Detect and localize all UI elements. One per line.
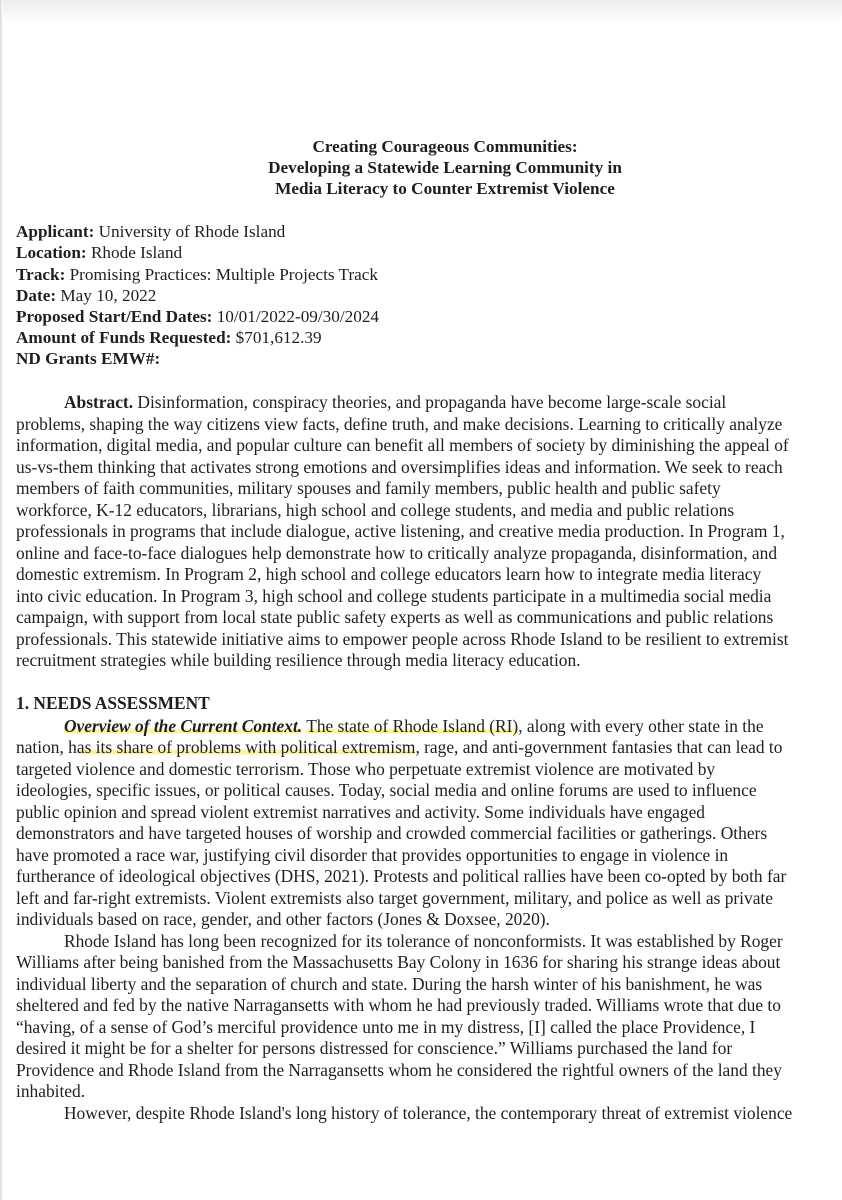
abstract-label: Abstract. (64, 392, 134, 412)
abstract-line: into civic education. In Program 3, high school and college students participate in a multimedia social media (16, 586, 772, 606)
meta-value: May 10, 2022 (56, 286, 157, 305)
meta-label: Proposed Start/End Dates: (16, 307, 213, 326)
paragraph-line: individuals based on race, gender, and other factors (Jones & Doxsee, 2020). (16, 909, 550, 929)
paragraph-line: Williams after being banished from the Massachusetts Bay Colony in 1636 for sharing his strange ideas about (16, 952, 781, 972)
abstract-text: Disinformation, conspiracy theories, and propaganda have become large-scale social (133, 392, 727, 412)
abstract-line: problems, shaping the way citizens view facts, define truth, and make decisions. Learning to critically analyze (16, 414, 783, 434)
abstract-line: information, digital media, and popular culture can benefit all members of society by diminishing the appeal of (16, 435, 789, 455)
meta-grants (16, 348, 160, 369)
meta-track (16, 264, 378, 285)
meta-value: $701,612.39 (231, 328, 322, 347)
abstract-first-line (16, 392, 726, 414)
paragraph-line: demonstrators and have targeted houses of worship and crowded commercial facilities or gatherings. Others (16, 823, 768, 843)
paragraph-line: inhabited. (16, 1081, 86, 1101)
paragraph-line: desired it might be for a shelter for persons distressed for conscience.” Williams purchased the land for (16, 1038, 733, 1058)
meta-label: Date: (16, 286, 57, 305)
meta-value: Promising Practices: Multiple Projects Track (65, 265, 379, 284)
meta-label: Amount of Funds Requested: (16, 328, 232, 347)
section-heading: 1. NEEDS ASSESSMENT (16, 693, 210, 713)
overview-text: , along with every other state in the (518, 716, 764, 736)
paragraph-line: public opinion and spread violent extremist narratives and activity. Some individuals have engaged (16, 802, 706, 822)
meta-applicant (16, 221, 285, 242)
meta-dates (16, 306, 379, 327)
abstract-line: workforce, K-12 educators, librarians, high school and college students, and media and public relations (16, 500, 735, 520)
abstract-line: recruitment strategies while building resilience through media literacy education. (16, 650, 581, 670)
abstract-line: members of faith communities, military spouses and family members, public health and public safety (16, 478, 721, 498)
abstract-line: us-vs-them thinking that activates strong emotions and oversimplifies ideas and information. We seek to reach (16, 457, 783, 477)
overview-text: nation, h (16, 737, 77, 757)
paragraph-line: left and far-right extremists. Violent extremists also target government, military, and police as well as private (16, 888, 773, 908)
paragraph-line: sheltered and fed by the native Narragansetts with whom he had previously traded. Williams wrote that due to (16, 995, 781, 1015)
meta-label: Location: (16, 243, 87, 262)
meta-date (16, 285, 156, 306)
page-edge-shadow (0, 0, 3, 1200)
meta-value: Rhode Island (86, 243, 183, 262)
paragraph-line: “having, of a sense of God’s merciful providence unto me in my distress, [I] called the place Providence, I (16, 1017, 756, 1037)
overview-label: Overview of the Current Context. (64, 716, 303, 736)
paragraph-first-line: Rhode Island has long been recognized for its tolerance of nonconformists. It was established by Roger (64, 931, 783, 951)
overview-text: , rage, and anti-government fantasies that can lead to (415, 737, 783, 757)
abstract-line: professionals. This statewide initiative aims to empower people across Rhode Island to be resilient to extremist (16, 629, 789, 649)
abstract-line: campaign, with support from local state public safety experts as well as communications and public relations (16, 607, 774, 627)
meta-label: Track: (16, 265, 66, 284)
title-line-3: Media Literacy to Counter Extremist Violence (275, 179, 615, 198)
paragraph-line: furtherance of ideological objectives (DHS, 2021). Protests and political rallies have been co-opted by both far (16, 866, 787, 886)
top-edge-shading (0, 0, 842, 22)
abstract-line: online and face-to-face dialogues help demonstrate how to critically analyze propaganda, disinformation, and (16, 543, 778, 563)
meta-value: 10/01/2022-09/30/2024 (212, 307, 380, 326)
title-line-2: Developing a Statewide Learning Community in (268, 158, 622, 177)
meta-location (16, 242, 182, 263)
highlighted-text: The state of Rhode Island (RI) (306, 716, 519, 736)
overview-first-line (16, 716, 764, 738)
abstract-line: professionals in programs that include dialogue, active listening, and creative media production. In Program 1, (16, 521, 785, 541)
paragraph-line: individual liberty and the separation of church and state. During the harsh winter of his banishment, he was (16, 974, 763, 994)
paragraph-line: ideologies, specific issues, or political causes. Today, social media and online forums are used to influence (16, 780, 757, 800)
paragraph-line: Providence and Rhode Island from the Narragansetts whom he considered the rightful owners of the land they (16, 1060, 782, 1080)
meta-label: Applicant: (16, 222, 95, 241)
meta-funds (16, 327, 322, 348)
abstract-line: domestic extremism. In Program 2, high school and college educators learn how to integrate media literacy (16, 564, 762, 584)
paragraph-first-line: However, despite Rhode Island's long history of tolerance, the contemporary threat of extremist violence (64, 1103, 793, 1123)
paragraph-line: have promoted a race war, justifying civil disorder that provides opportunities to engage in violence in (16, 845, 729, 865)
meta-label: ND Grants EMW#: (16, 349, 161, 368)
paragraph-line: targeted violence and domestic terrorism. Those who perpetuate extremist violence are motivated by (16, 759, 716, 779)
meta-value: University of Rhode Island (94, 222, 286, 241)
highlighted-text: as its share of problems with political extremism (76, 737, 416, 757)
overview-second-line (16, 737, 782, 759)
title-line-1: Creating Courageous Communities: (312, 137, 578, 156)
